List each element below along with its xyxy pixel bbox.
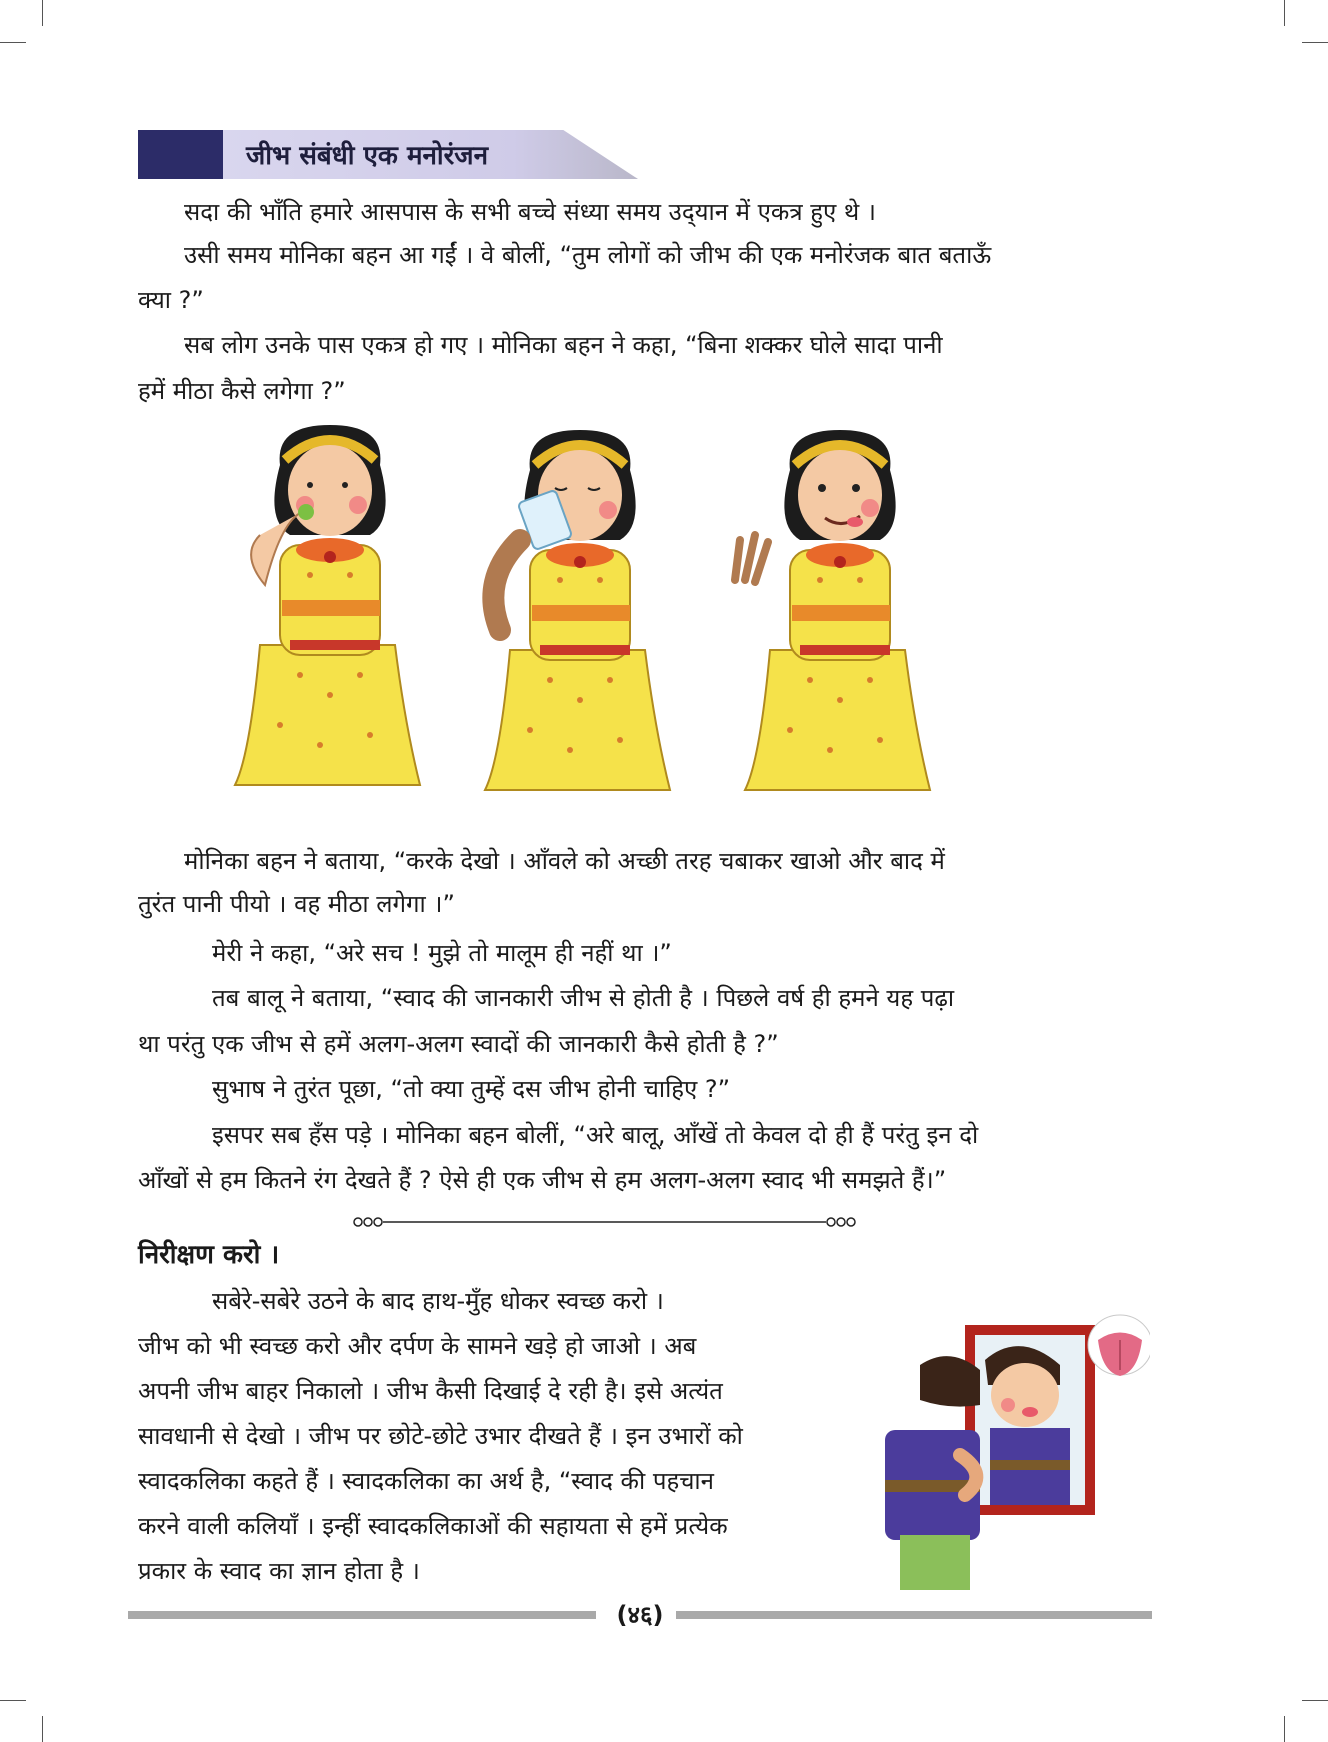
story-paragraph-cont: हमें मीठा कैसे लगेगा ?” [138, 377, 346, 405]
crop-mark [1302, 1700, 1328, 1701]
ornamental-divider [352, 1215, 857, 1229]
story-paragraph: तब बालू ने बताया, “स्वाद की जानकारी जीभ से होती है । पिछले वर्ष ही हमने यह पढ़ा [212, 984, 955, 1012]
activity-line: प्रकार के स्वाद का ज्ञान होता है । [138, 1557, 420, 1585]
story-paragraph: सुभाष ने तुरंत पूछा, “तो क्या तुम्हें दस जीभ होनी चाहिए ?” [212, 1075, 731, 1103]
crop-mark [0, 1700, 26, 1701]
story-paragraph: मेरी ने कहा, “अरे सच ! मुझे तो मालूम ही नहीं था ।” [212, 939, 672, 967]
story-paragraph: मोनिका बहन ने बताया, “करके देखो । आँवले को अच्छी तरह चबाकर खाओ और बाद में [184, 847, 945, 875]
story-paragraph-cont: था परंतु एक जीभ से हमें अलग-अलग स्वादों की जानकारी कैसे होती है ?” [138, 1030, 779, 1058]
crop-mark [1284, 0, 1285, 26]
crop-mark [42, 0, 43, 26]
page-number: (४६) [616, 1601, 664, 1629]
story-paragraph: उसी समय मोनिका बहन आ गईं । वे बोलीं, “तुम लोगों को जीभ की एक मनोरंजक बात बताऊँ [184, 241, 992, 269]
story-paragraph: इसपर सब हँस पड़े । मोनिका बहन बोलीं, “अरे बालू, आँखें तो केवल दो ही हैं परंतु इन दो [212, 1121, 979, 1149]
activity-line: जीभ को भी स्वच्छ करो और दर्पण के सामने खड़े हो जाओ । अब [138, 1332, 697, 1360]
girl-sweet-taste [735, 430, 930, 790]
story-paragraph-cont: आँखों से हम कितने रंग देखते हैं ? ऐसे ही एक जीभ से हम अलग-अलग स्वाद भी समझते हैं।” [138, 1166, 947, 1194]
crop-mark [1302, 42, 1328, 43]
crop-mark [0, 42, 26, 43]
page-footer [128, 1598, 1152, 1632]
activity-line: स्वादकलिका कहते हैं । स्वादकलिका का अर्थ है, “स्वाद की पहचान [138, 1467, 714, 1495]
section-title-bar [138, 130, 638, 179]
crop-mark [42, 1716, 43, 1742]
section-title: जीभ संबंधी एक मनोरंजन [246, 141, 489, 171]
girl-drinking-water [485, 430, 670, 790]
girl-eating-amla [235, 425, 420, 785]
story-paragraph: सब लोग उनके पास एकत्र हो गए । मोनिका बहन ने कहा, “बिना शक्कर घोले सादा पानी [184, 331, 943, 359]
activity-line: सबेरे-सबेरे उठने के बाद हाथ-मुँह धोकर स्वच्छ करो । [212, 1287, 664, 1315]
activity-line: सावधानी से देखो । जीभ पर छोटे-छोटे उभार दीखते हैं । इन उभारों को [138, 1422, 743, 1450]
activity-heading: निरीक्षण करो । [138, 1240, 280, 1270]
activity-line: अपनी जीभ बाहर निकालो । जीभ कैसी दिखाई दे रही है। इसे अत्यंत [138, 1377, 723, 1405]
boy-mirror-illustration [870, 1310, 1150, 1590]
girl-tasting-illustration [220, 425, 1010, 815]
story-paragraph: सदा की भाँति हमारे आसपास के सभी बच्चे संध्या समय उद्‌यान में एकत्र हुए थे । [184, 198, 876, 226]
activity-line: करने वाली कलियाँ । इन्हीं स्वादकलिकाओं की सहायता से हमें प्रत्येक [138, 1512, 728, 1540]
story-paragraph-cont: तुरंत पानी पीयो । वह मीठा लगेगा ।” [138, 890, 455, 918]
crop-mark [1284, 1716, 1285, 1742]
title-bar-dark-block [138, 130, 223, 179]
story-paragraph-cont: क्या ?” [138, 286, 204, 314]
